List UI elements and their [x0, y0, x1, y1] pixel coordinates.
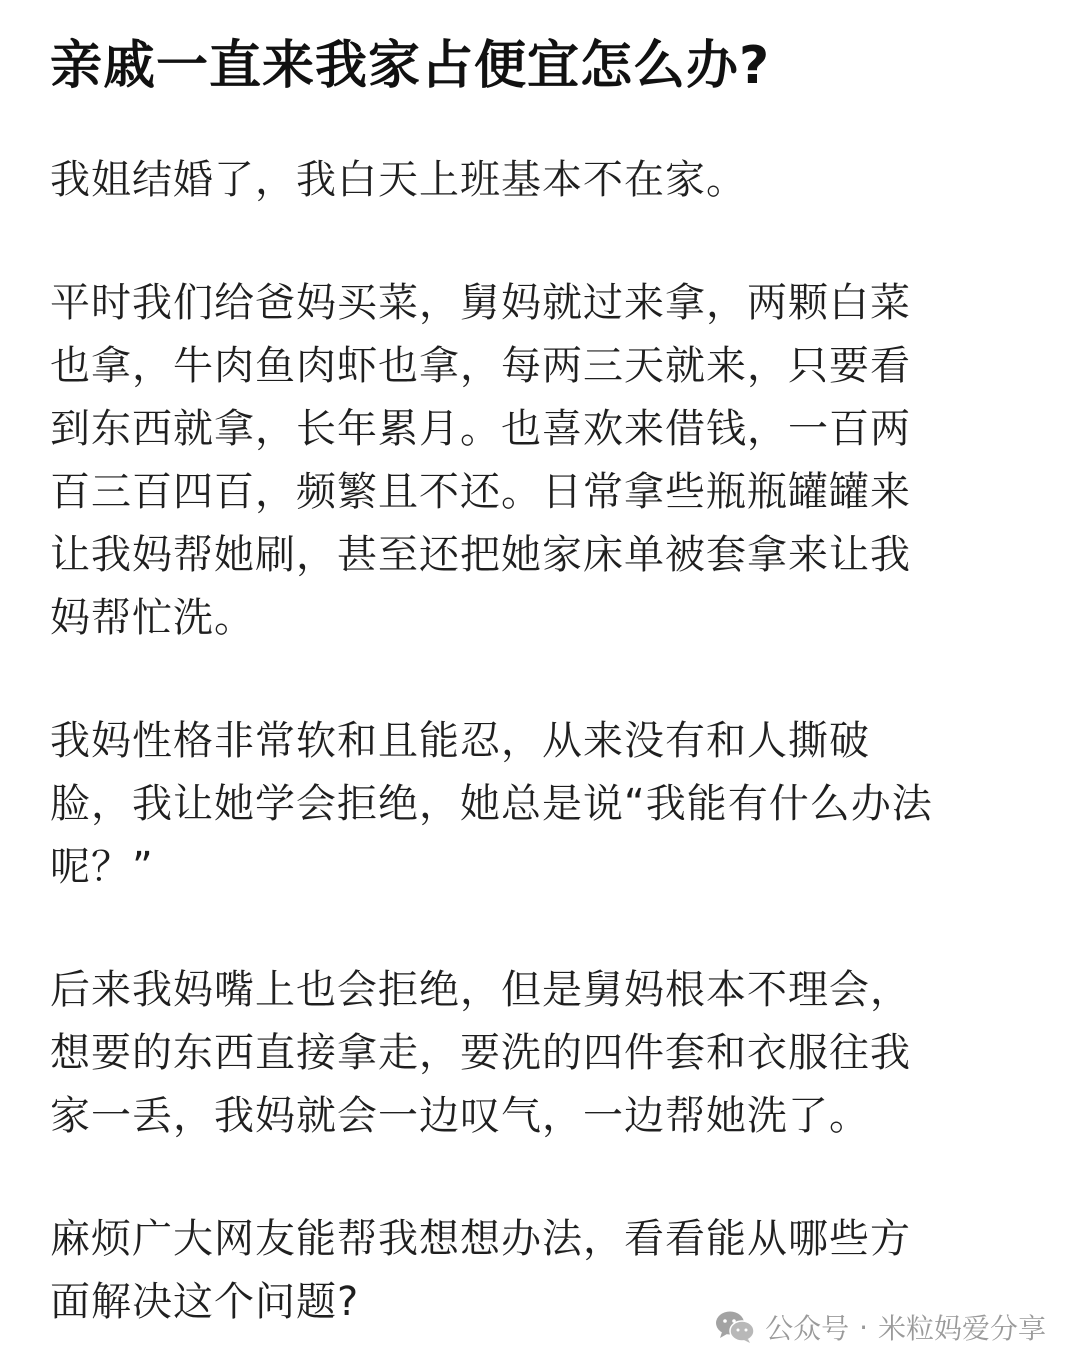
paragraph-line: 面解决这个问题?: [50, 1279, 360, 1325]
paragraph-line: 平时我们给爸妈买菜，舅妈就过来拿，两颗白菜: [50, 280, 911, 326]
paragraph-line: 让我妈帮她刷，甚至还把她家床单被套拿来让我: [50, 532, 911, 578]
watermark-label: 公众号: [765, 1312, 850, 1345]
paragraph-line: 呢？”: [50, 844, 154, 890]
paragraph-line: 百三百四百，频繁且不还。日常拿些瓶瓶罐罐来: [50, 469, 911, 515]
watermark-account: 米粒妈爱分享: [877, 1312, 1046, 1345]
paragraph-line: 脸，我让她学会拒绝，她总是说“我能有什么办法: [50, 781, 933, 827]
watermark: [715, 1307, 1046, 1347]
post-title: 亲戚一直来我家占便宜怎么办?: [50, 36, 771, 96]
paragraph: [50, 149, 1020, 212]
paragraph: [50, 710, 1020, 899]
paragraph-line: 想要的东西直接拿走，要洗的四件套和衣服往我: [50, 1030, 911, 1076]
paragraph-line: 麻烦广大网友能帮我想想办法，看看能从哪些方: [50, 1216, 911, 1262]
paragraph-line: 我姐结婚了，我白天上班基本不在家。: [50, 157, 747, 203]
paragraph-line: 家一丢，我妈就会一边叹气，一边帮她洗了。: [50, 1093, 870, 1139]
paragraph-line: 也拿，牛肉鱼肉虾也拿，每两三天就来，只要看: [50, 343, 911, 389]
paragraph-line: 后来我妈嘴上也会拒绝，但是舅妈根本不理会，: [50, 967, 911, 1013]
paragraph-line: 我妈性格非常软和且能忍，从来没有和人撕破: [50, 718, 870, 764]
paragraph-line: 妈帮忙洗。: [50, 595, 255, 641]
watermark-separator: ·: [859, 1310, 868, 1344]
paragraph: [50, 272, 1020, 650]
paragraph: [50, 959, 1020, 1148]
wechat-icon: [715, 1310, 755, 1344]
paragraph-line: 到东西就拿，长年累月。也喜欢来借钱，一百两: [50, 406, 911, 452]
